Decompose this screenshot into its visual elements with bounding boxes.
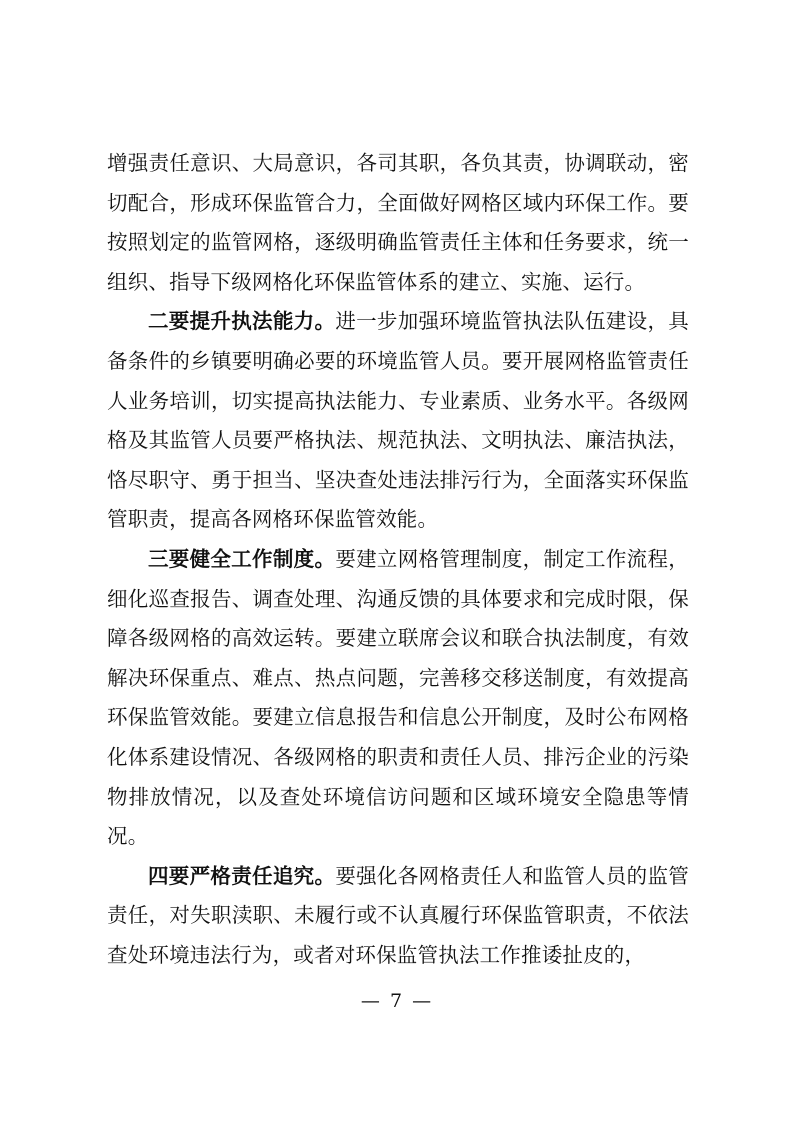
paragraph-accountability <box>107 857 689 976</box>
body-text <box>107 144 689 975</box>
paragraph-heading: 二要提升执法能力。 <box>148 309 336 334</box>
paragraph-enforcement-capacity <box>107 302 689 540</box>
paragraph-text: 要建立网格管理制度，制定工作流程，细化巡查报告、调查处理、沟通反馈的具体要求和完成时限，保障各级网格的高效运转。要建立联席会议和联合执法制度，有效解决环保重点、难点、热点问题，完善移交移送制度，有效提高环保监管效能。要建立信息报告和信息公开制度，及时公布网格化体系建设情况、各级网格的职责和责任人员、排污企业的污染物排放情况，以及查处环境信访问题和区域环境安全隐患等情况。 <box>107 546 689 849</box>
paragraph-text: 增强责任意识、大局意识，各司其职，各负其责，协调联动，密切配合，形成环保监管合力，全面做好网格区域内环保工作。要按照划定的监管网格，逐级明确监管责任主体和任务要求，统一组织、指导下级网格化环保监管体系的建立、实施、运行。 <box>107 151 689 294</box>
paragraph-work-systems <box>107 540 689 857</box>
paragraph-heading: 三要健全工作制度。 <box>148 546 336 571</box>
paragraph-text: 要强化各网格责任人和监管人员的监管责任，对失职渎职、未履行或不认真履行环保监管职责，不依法查处环境违法行为，或者对环保监管执法工作推诿扯皮的， <box>107 863 689 967</box>
paragraph-text: 进一步加强环境监管执法队伍建设，具备条件的乡镇要明确必要的环境监管人员。要开展网格监管责任人业务培训，切实提高执法能力、专业素质、业务水平。各级网格及其监管人员要严格执法、规范执法、文明执法、廉洁执法，恪尽职守、勇于担当、坚决查处违法排污行为，全面落实环保监管职责，提高各网格环保监管效能。 <box>107 309 689 532</box>
page-number: — 7 — <box>360 990 434 1012</box>
paragraph-heading: 四要严格责任追究。 <box>148 863 336 888</box>
paragraph-continuation <box>107 144 689 302</box>
